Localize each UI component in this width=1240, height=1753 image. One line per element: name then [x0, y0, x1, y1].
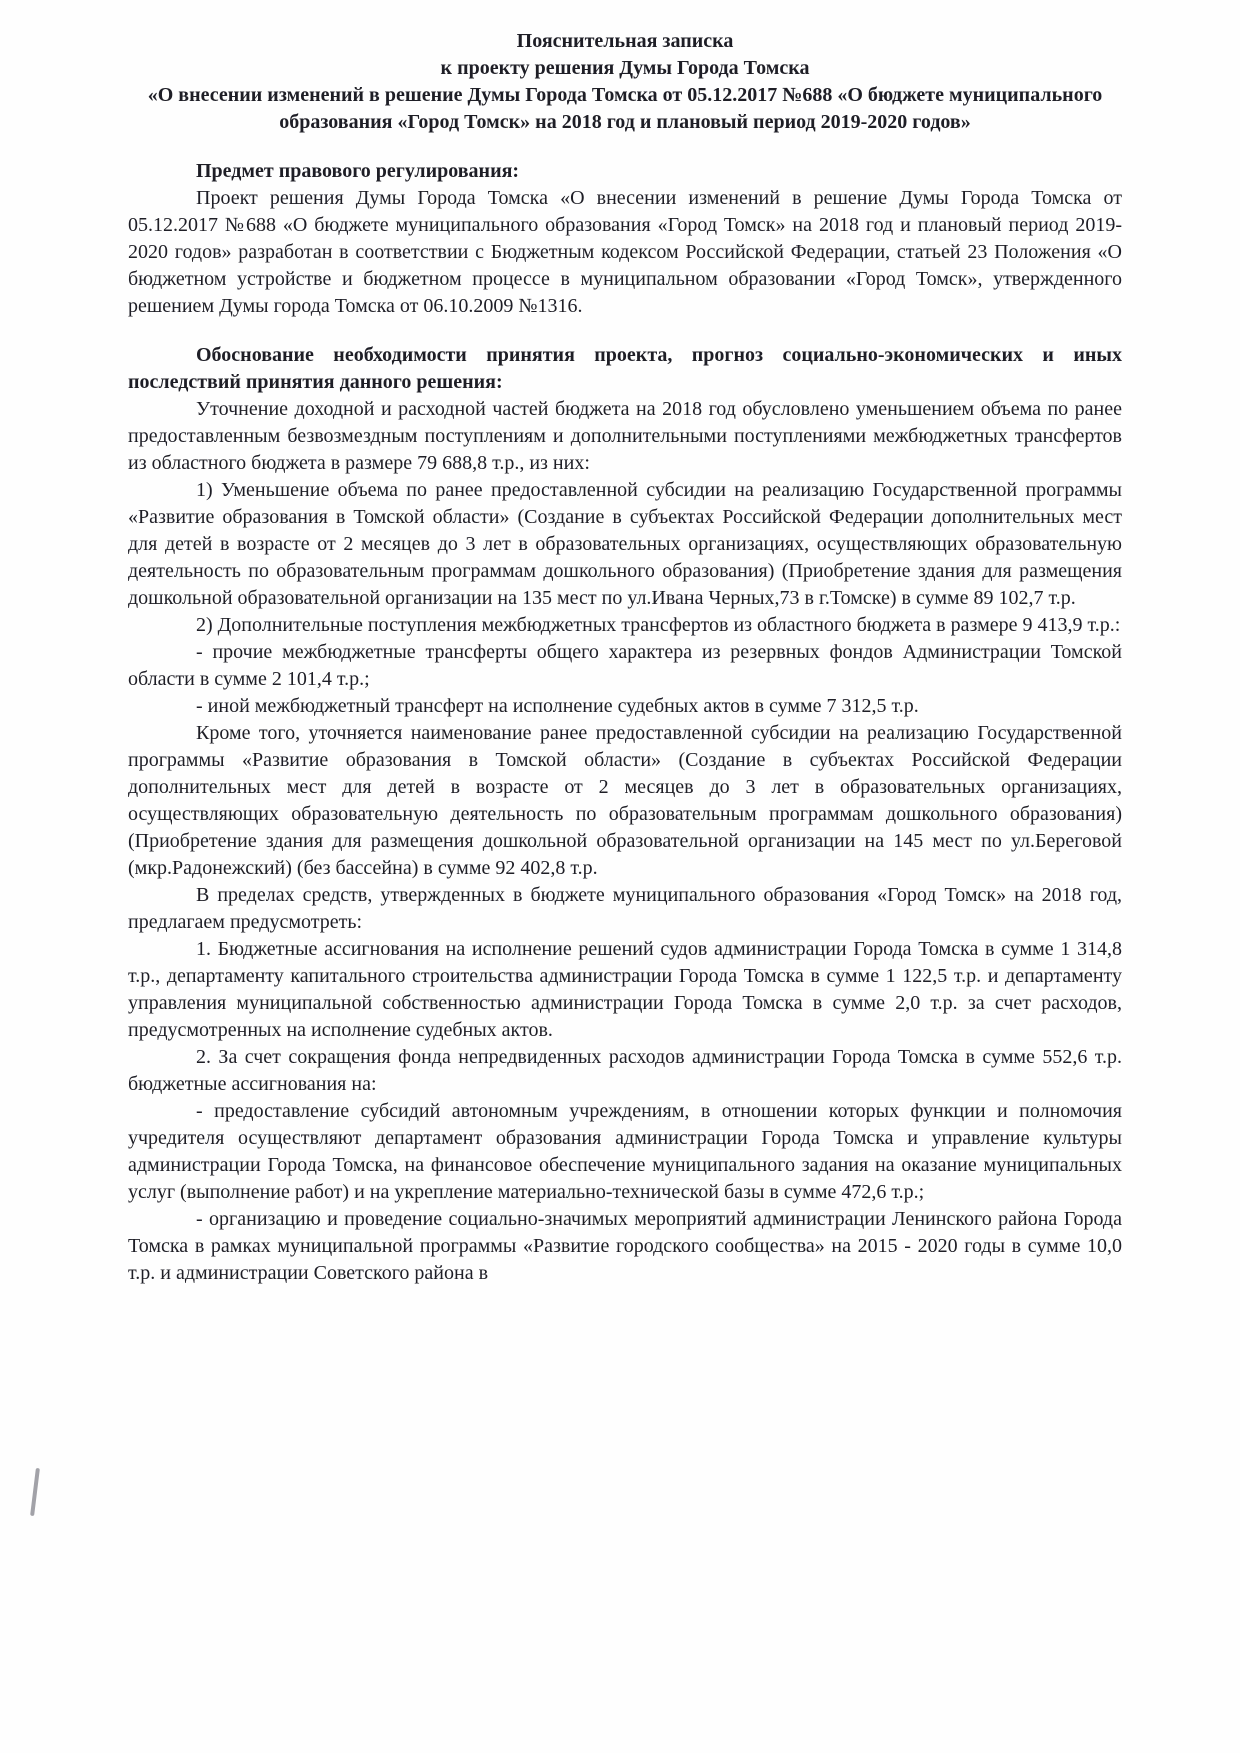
- document-title: [128, 28, 1122, 136]
- paragraph-transfer-reserve-funds: - прочие межбюджетные трансферты общего характера из резервных фондов Администрации Томской области в сумме 2 101,4 т.р.;: [128, 641, 1122, 690]
- paragraph-court-decisions-allocations: 1. Бюджетные ассигнования на исполнение решений судов администрации Города Томска в сумме 1 314,8 т.р., департаменту капитального строительства администрации Города Томска в сумме 1 122,5 т.р. и департаменту управления муниципальной собственностью администрации Города Томска в сумме 2,0 т.р. за счет расходов, предусмотренных на исполнение судебных актов.: [128, 938, 1122, 1041]
- paragraph-transfer-court-acts: - иной межбюджетный трансферт на исполнение судебных актов в сумме 7 312,5 т.р.: [196, 695, 919, 717]
- paragraph-district-events: - организацию и проведение социально-значимых мероприятий администрации Ленинского района Города Томска в рамках муниципальной программы «Развитие городского сообщества» на 2015 - 2020 годы в сумме 10,0 т.р. и администрации Советского района в: [128, 1208, 1122, 1284]
- scan-artifact: [30, 1468, 40, 1516]
- title-line-2: к проекту решения Думы Города Томска: [440, 57, 810, 79]
- title-line-3: «О внесении изменений в решение Думы Города Томска от 05.12.2017 №688 «О бюджете муниципального образования «Город Томск» на 2018 год и плановый период 2019-2020 годов»: [147, 84, 1103, 133]
- paragraph-contingency-fund-reduction: 2. За счет сокращения фонда непредвиденных расходов администрации Города Томска в сумме 552,6 т.р. бюджетные ассигнования на:: [128, 1046, 1122, 1095]
- paragraph-item-2-additional-transfers: 2) Дополнительные поступления межбюджетных трансфертов из областного бюджета в размере 9 413,9 т.р.:: [196, 614, 1121, 636]
- title-line-1: Пояснительная записка: [516, 30, 734, 52]
- paragraph-subsidy-rename: Кроме того, уточняется наименование ранее предоставленной субсидии на реализацию Государственной программы «Развитие образования в Томской области» (Создание в субъектах Российской Федерации дополнительных мест для детей в возрасте от 2 месяцев до 3 лет в образовательных организациях, осуществляющих образовательную деятельность по образовательным программам дошкольного образования) (Приобретение здания для размещения дошкольной образовательной организации на 145 мест по ул.Береговой (мкр.Радонежский) (без бассейна) в сумме 92 402,8 т.р.: [128, 722, 1122, 879]
- section-heading-justification: Обоснование необходимости принятия проекта, прогноз социально-экономических и иных последствий принятия данного решения:: [128, 344, 1122, 393]
- paragraph-item-1-subsidy-decrease: 1) Уменьшение объема по ранее предоставленной субсидии на реализацию Государственной программы «Развитие образования в Томской области» (Создание в субъектах Российской Федерации дополнительных мест для детей в возрасте от 2 месяцев до 3 лет в образовательных организациях, осуществляющих образовательную деятельность по образовательным программам дошкольного образования) (Приобретение здания для размещения дошкольной образовательной организации на 135 мест по ул.Ивана Черных,73 в г.Томске) в сумме 89 102,7 т.р.: [128, 479, 1122, 609]
- section-heading-legal-subject: Предмет правового регулирования:: [196, 160, 520, 182]
- paragraph-legal-basis: Проект решения Думы Города Томска «О внесении изменений в решение Думы Города Томска от 05.12.2017 №688 «О бюджете муниципального образования «Город Томск» на 2018 год и плановый период 2019-2020 годов» разработан в соответствии с Бюджетным кодексом Российской Федерации, статьей 23 Положения «О бюджетном устройстве и бюджетном процессе в муниципальном образовании «Город Томск», утвержденного решением Думы города Томска от 06.10.2009 №1316.: [128, 187, 1122, 317]
- paragraph-budget-adjustment-summary: Уточнение доходной и расходной частей бюджета на 2018 год обусловлено уменьшением объема по ранее предоставленным безвозмездным поступлениям и дополнительными поступлениями межбюджетных трансфертов из областного бюджета в размере 79 688,8 т.р., из них:: [128, 398, 1122, 474]
- paragraph-autonomous-institutions-subsidies: - предоставление субсидий автономным учреждениям, в отношении которых функции и полномочия учредителя осуществляют департамент образования администрации Города Томска и управление культуры администрации Города Томска, на финансовое обеспечение муниципального задания на оказание муниципальных услуг (выполнение работ) и на укрепление материально-технической базы в сумме 472,6 т.р.;: [128, 1100, 1122, 1203]
- paragraph-within-budget-funds: В пределах средств, утвержденных в бюджете муниципального образования «Город Томск» на 2018 год, предлагаем предусмотреть:: [128, 884, 1122, 933]
